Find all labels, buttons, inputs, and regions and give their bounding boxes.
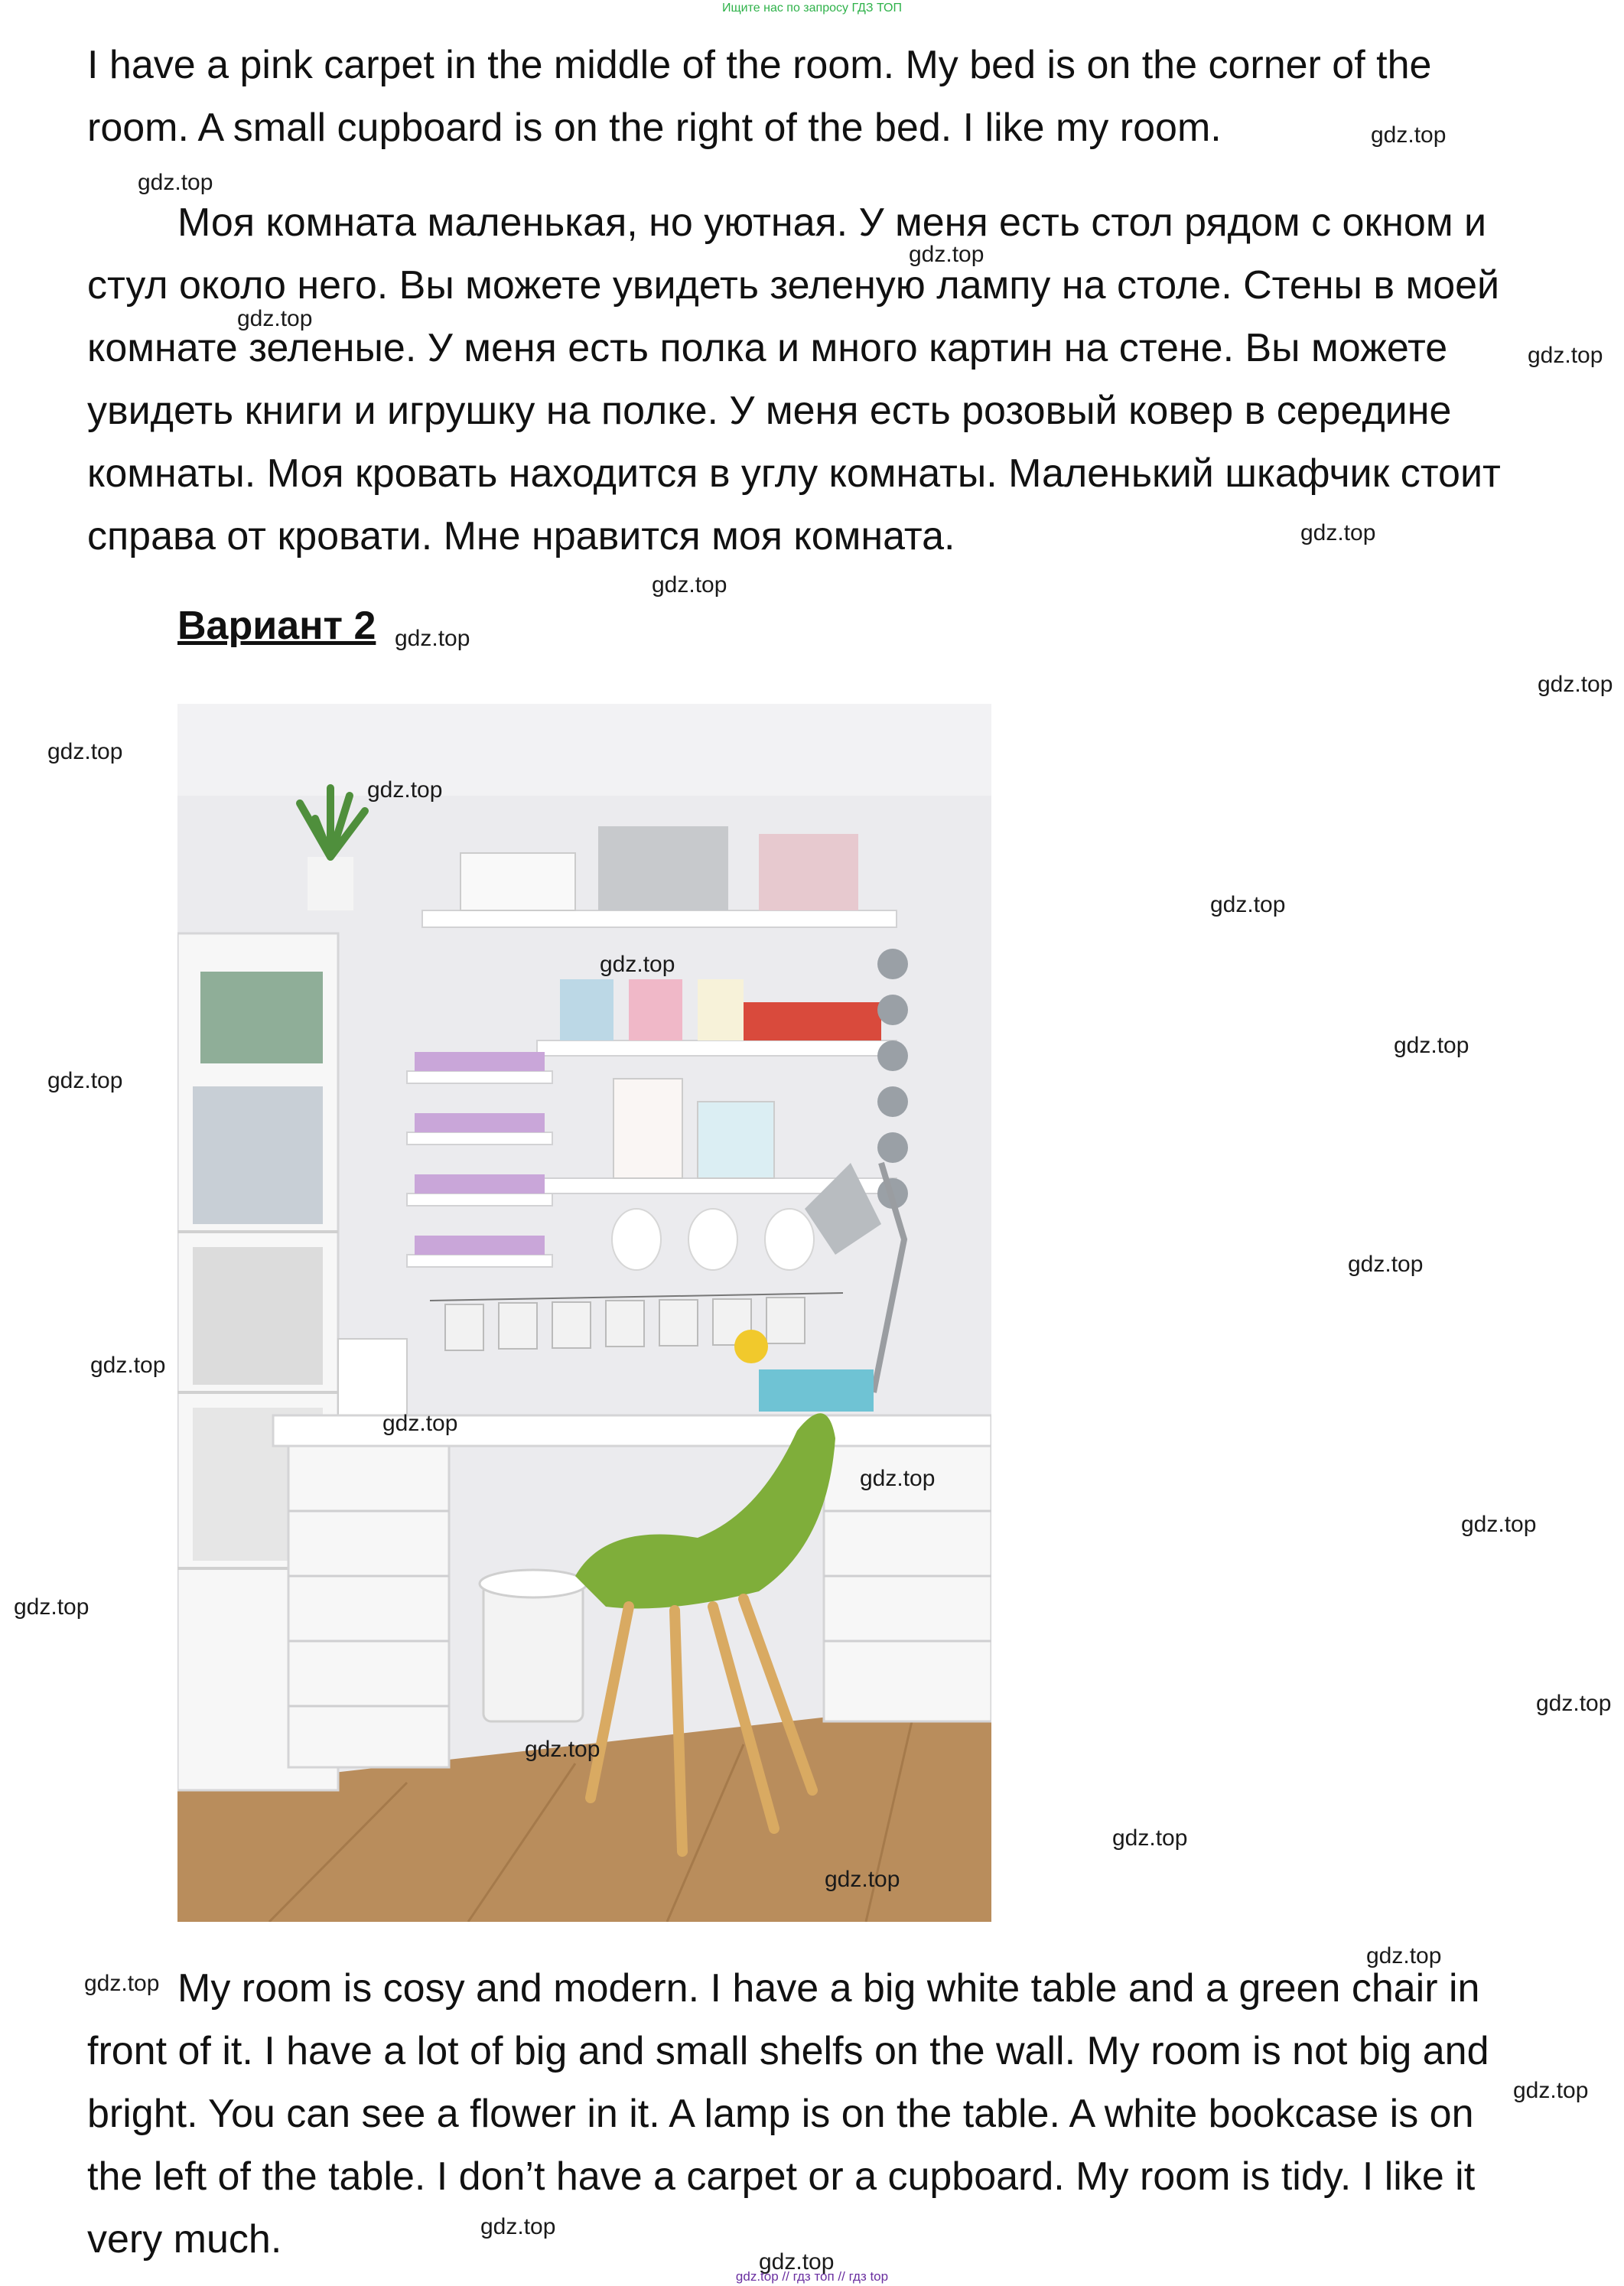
watermark: gdz.top (1371, 122, 1447, 148)
watermark: gdz.top (759, 2249, 835, 2275)
watermark: gdz.top (909, 242, 984, 267)
text-line: room. A small cupboard is on the right of the bed. I like my room. (87, 106, 1222, 150)
text-line: Моя комната маленькая, но уютная. У меня есть стол рядом с окном и (177, 200, 1487, 245)
text-line: bright. You can see a flower in it. A lamp is on the table. A white bookcase is on (87, 2092, 1474, 2136)
text-line: увидеть книги и игрушку на полке. У меня есть розовый ковер в середине (87, 389, 1452, 433)
variant-heading: Вариант 2 (177, 604, 376, 648)
watermark: gdz.top (1513, 2078, 1589, 2103)
footer[interactable]: gdz.top // гдз топ // гдз top (735, 2269, 889, 2284)
russian-translation-paragraph (87, 191, 1564, 568)
text-line: the left of the table. I don’t have a carpet or a cupboard. My room is tidy. I like it (87, 2154, 1476, 2199)
watermark: gdz.top (1461, 1512, 1537, 1537)
watermark: gdz.top (860, 1466, 936, 1491)
watermark: gdz.top (90, 1353, 166, 1378)
watermark: gdz.top (47, 739, 123, 764)
text-line: very much. (87, 2217, 282, 2262)
text-line: My room is cosy and modern. I have a big white table and a green chair in (177, 1966, 1480, 2011)
watermark: gdz.top (1528, 343, 1603, 368)
watermark: gdz.top (1210, 892, 1286, 917)
watermark: gdz.top (525, 1737, 600, 1762)
watermark: gdz.top (1538, 672, 1613, 697)
text-line: I have a pink carpet in the middle of the room. My bed is on the corner of the (87, 43, 1432, 87)
watermark: gdz.top (138, 170, 213, 195)
watermark: gdz.top (600, 952, 675, 977)
text-line: комнаты. Моя кровать находится в углу комнаты. Маленький шкафчик стоит (87, 451, 1501, 496)
watermark: gdz.top (395, 626, 470, 651)
watermark: gdz.top (382, 1411, 458, 1436)
watermark: gdz.top (84, 1971, 160, 1996)
watermark: gdz.top (14, 1594, 89, 1620)
text-line: комнате зеленые. У меня есть полка и много картин на стене. Вы можете (87, 326, 1448, 370)
watermark: gdz.top (1348, 1252, 1424, 1277)
intro-english-paragraph (87, 34, 1564, 159)
text-line: front of it. I have a lot of big and small shelfs on the wall. My room is not big and (87, 2029, 1489, 2073)
watermark: gdz.top (1536, 1691, 1612, 1716)
watermark: gdz.top (367, 777, 443, 803)
watermark: gdz.top (1300, 520, 1376, 545)
watermark: gdz.top (652, 572, 727, 598)
watermark: gdz.top (47, 1068, 123, 1093)
watermark: gdz.top (1112, 1825, 1188, 1851)
watermark: gdz.top (480, 2214, 556, 2239)
watermark: gdz.top (237, 306, 313, 331)
watermark: gdz.top (1394, 1033, 1469, 1058)
text-line: справа от кровати. Мне нравится моя комната. (87, 514, 955, 558)
watermark: gdz.top (825, 1867, 900, 1892)
text-line: стул около него. Вы можете увидеть зеленую лампу на столе. Стены в моей (87, 263, 1500, 308)
watermark: gdz.top (1366, 1943, 1442, 1968)
variant2-english-paragraph (87, 1957, 1564, 2271)
top-banner[interactable]: Ищите нас по запросу ГДЗ ТОП (722, 2, 902, 15)
